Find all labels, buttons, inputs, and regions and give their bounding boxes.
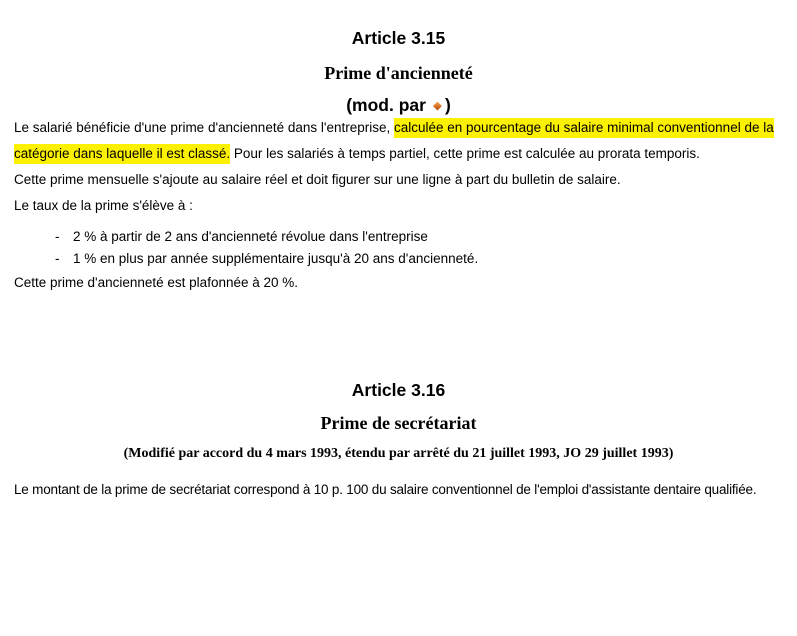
paragraph-plafond: Cette prime d'ancienneté est plafonnée à 20 %. [14,275,299,290]
paragraph-taux-intro: Le taux de la prime s'élève à : [14,198,193,213]
modification-note: (Modifié par accord du 4 mars 1993, étendu par arrêté du 21 juillet 1993, JO 29 juillet 1993) [123,446,674,461]
article-3-16-section [14,380,783,503]
intro-text-before-highlight: Le salarié bénéficie d'une prime d'ancienneté dans l'entreprise, [14,120,394,135]
mod-par-prefix: (mod. par [346,95,426,115]
paragraph-montant-secretariat: Le montant de la prime de secrétariat correspond à 10 p. 100 du salaire conventionnel de l'emploi d'assistante dentaire qualifiée. [14,482,757,497]
article-3-15-mod-line [14,95,783,115]
bullet-text-1-percent: 1 % en plus par année supplémentaire jusqu'à 20 ans d'ancienneté. [73,251,479,266]
mod-par-group [346,95,451,115]
article-3-16-title: Article 3.16 [351,380,446,400]
article-3-15-title: Article 3.15 [351,28,446,48]
mod-par-suffix: ) [444,95,451,115]
paragraph-anciennete-intro [14,115,783,167]
article-3-15-subtitle: Prime d'ancienneté [324,63,473,83]
bullet-text-2-percent: 2 % à partir de 2 ans d'ancienneté révolue dans l'entreprise [73,229,428,244]
dash-bullet-marker: - [55,229,60,244]
article-3-15-section [14,0,783,296]
article-3-16-subtitle: Prime de secrétariat [320,413,477,433]
paragraph-prime-mensuelle: Cette prime mensuelle s'ajoute au salaire réel et doit figurer sur une ligne à part du bulletin de salaire. [14,172,621,187]
dash-bullet-marker: - [55,251,60,266]
intro-text-after-highlight: Pour les salariés à temps partiel, cette prime est calculée au prorata temporis. [230,146,700,161]
taux-bullet-list [14,226,783,270]
diamond-link-icon[interactable] [433,102,442,111]
highlighted-text: calculée en pourcentage du salaire minimal conventionnel de la catégorie dans laquelle il est classé. [14,118,774,164]
list-item [55,248,783,270]
list-item [55,226,783,248]
